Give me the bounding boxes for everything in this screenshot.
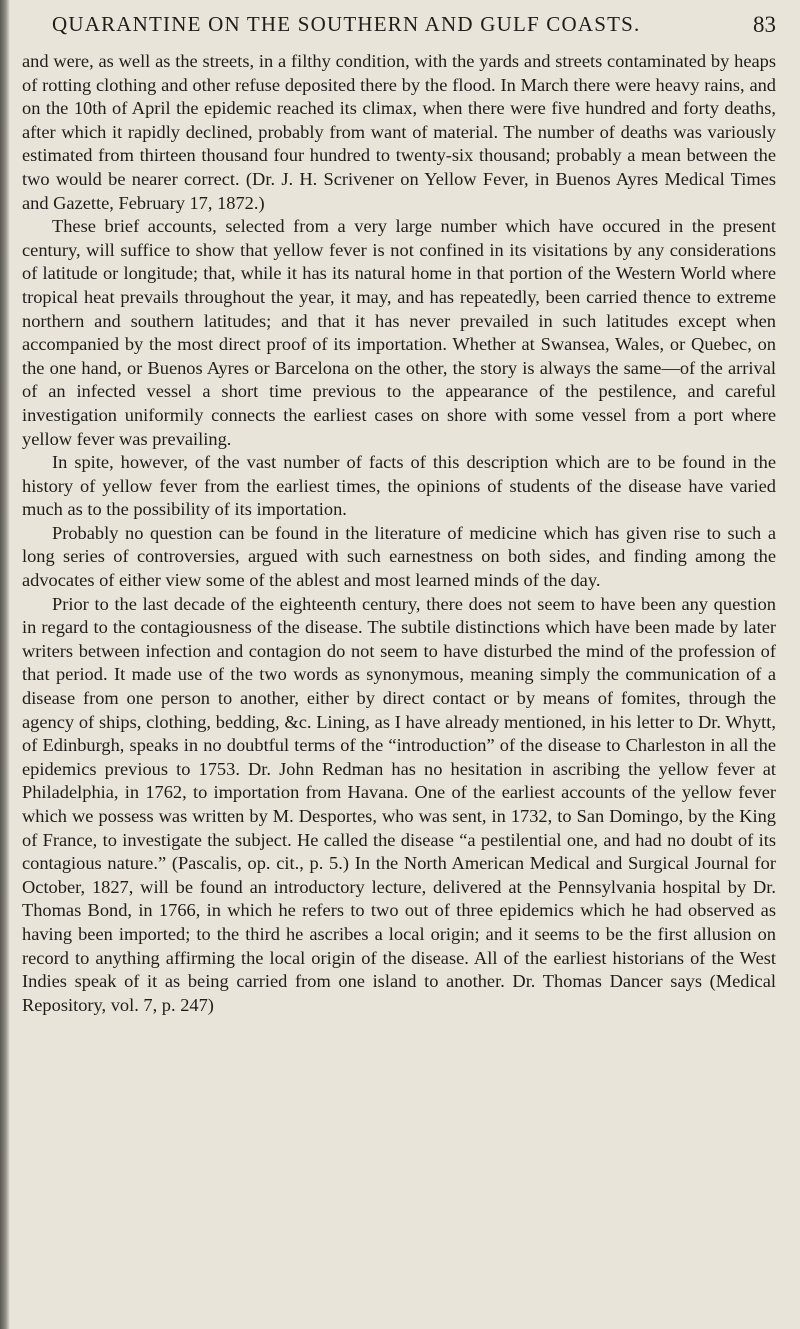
paragraph: and were, as well as the streets, in a filthy condition, with the yards and streets contaminated by heaps of rotting clothing and other refuse deposited there by the flood. In March there were heavy rains, and on the 10th of April the epidemic reached its climax, when there were five hundred and forty deaths, after which it rapidly declined, probably from want of material. The number of deaths was variously estimated from thirteen thousand four hundred to twenty-six thousand; probably a mean between the two would be nearer correct. (Dr. J. H. Scrivener on Yellow Fever, in Buenos Ayres Medical Times and Gazette, February 17, 1872.) bbox=[22, 51, 776, 213]
body-text bbox=[22, 50, 776, 1017]
paragraph: These brief accounts, selected from a very large number which have occured in the present century, will suffice to show that yellow fever is not confined in its visitations by any considerations of latitude or longitude; that, while it has its natural home in that portion of the Western World where tropical heat prevails throughout the year, it may, and has repeatedly, been carried thence to extreme northern and southern latitudes; and that it has never prevailed in such latitudes except when accompanied by the most direct proof of its importation. Whether at Swansea, Wales, or Quebec, on the one hand, or Buenos Ayres or Barcelona on the other, the story is always the same—of the arrival of an infected vessel a short time previous to the appearance of the pestilence, and careful investigation uniformily connects the earliest cases on shore with some vessel from a port where yellow fever was prevailing. bbox=[22, 216, 776, 449]
paragraph: Prior to the last decade of the eighteenth century, there does not seem to have been any question in regard to the contagiousness of the disease. The subtile distinctions which have been made by later writers between infection and contagion do not seem to have disturbed the mind of the profession of that period. It made use of the two words as synonymous, meaning simply the communication of a disease from one person to another, either by direct contact or by means of fomites, through the agency of ships, clothing, bedding, &c. Lining, as I have already mentioned, in his letter to Dr. Whytt, of Edinburgh, speaks in no doubtful terms of the “introduction” of the disease to Charleston in all the epidemics previous to 1753. Dr. John Redman has no hesitation in ascribing the yellow fever at Philadelphia, in 1762, to importation from Havana. One of the earliest accounts of the yellow fever which we possess was written by M. Desportes, who was sent, in 1732, to San Domingo, by the King of France, to investigate the subject. He called the disease “a pestilential one, and had no doubt of its contagious nature.” (Pascalis, op. cit., p. 5.) In the North American Medical and Surgical Journal for October, 1827, will be found an introductory lecture, delivered at the Pennsylvania hospital by Dr. Thomas Bond, in 1766, in which he refers to two out of three epidemics which he had observed as having been imported; to the third he ascribes a local origin; and it seems to be the first allusion on record to anything affirming the local origin of the disease. All of the earliest historians of the West Indies speak of it as being carried from one island to another. Dr. Thomas Dancer says (Medical Repository, vol. 7, p. 247) bbox=[22, 593, 776, 1015]
running-head: QUARANTINE ON THE SOUTHERN AND GULF COASTS. bbox=[52, 12, 641, 36]
page-binding-shadow bbox=[0, 0, 10, 1329]
page-header bbox=[22, 12, 776, 46]
paragraph: In spite, however, of the vast number of facts of this description which are to be found in the history of yellow fever from the earliest times, the opinions of students of the disease have varied much as to the possibility of its importation. bbox=[22, 452, 776, 520]
page-number: 83 bbox=[753, 12, 776, 37]
paragraph: Probably no question can be found in the literature of medicine which has given rise to such a long series of controversies, argued with such earnestness on both sides, and finding among the advocates of either view some of the ablest and most learned minds of the day. bbox=[22, 522, 776, 591]
